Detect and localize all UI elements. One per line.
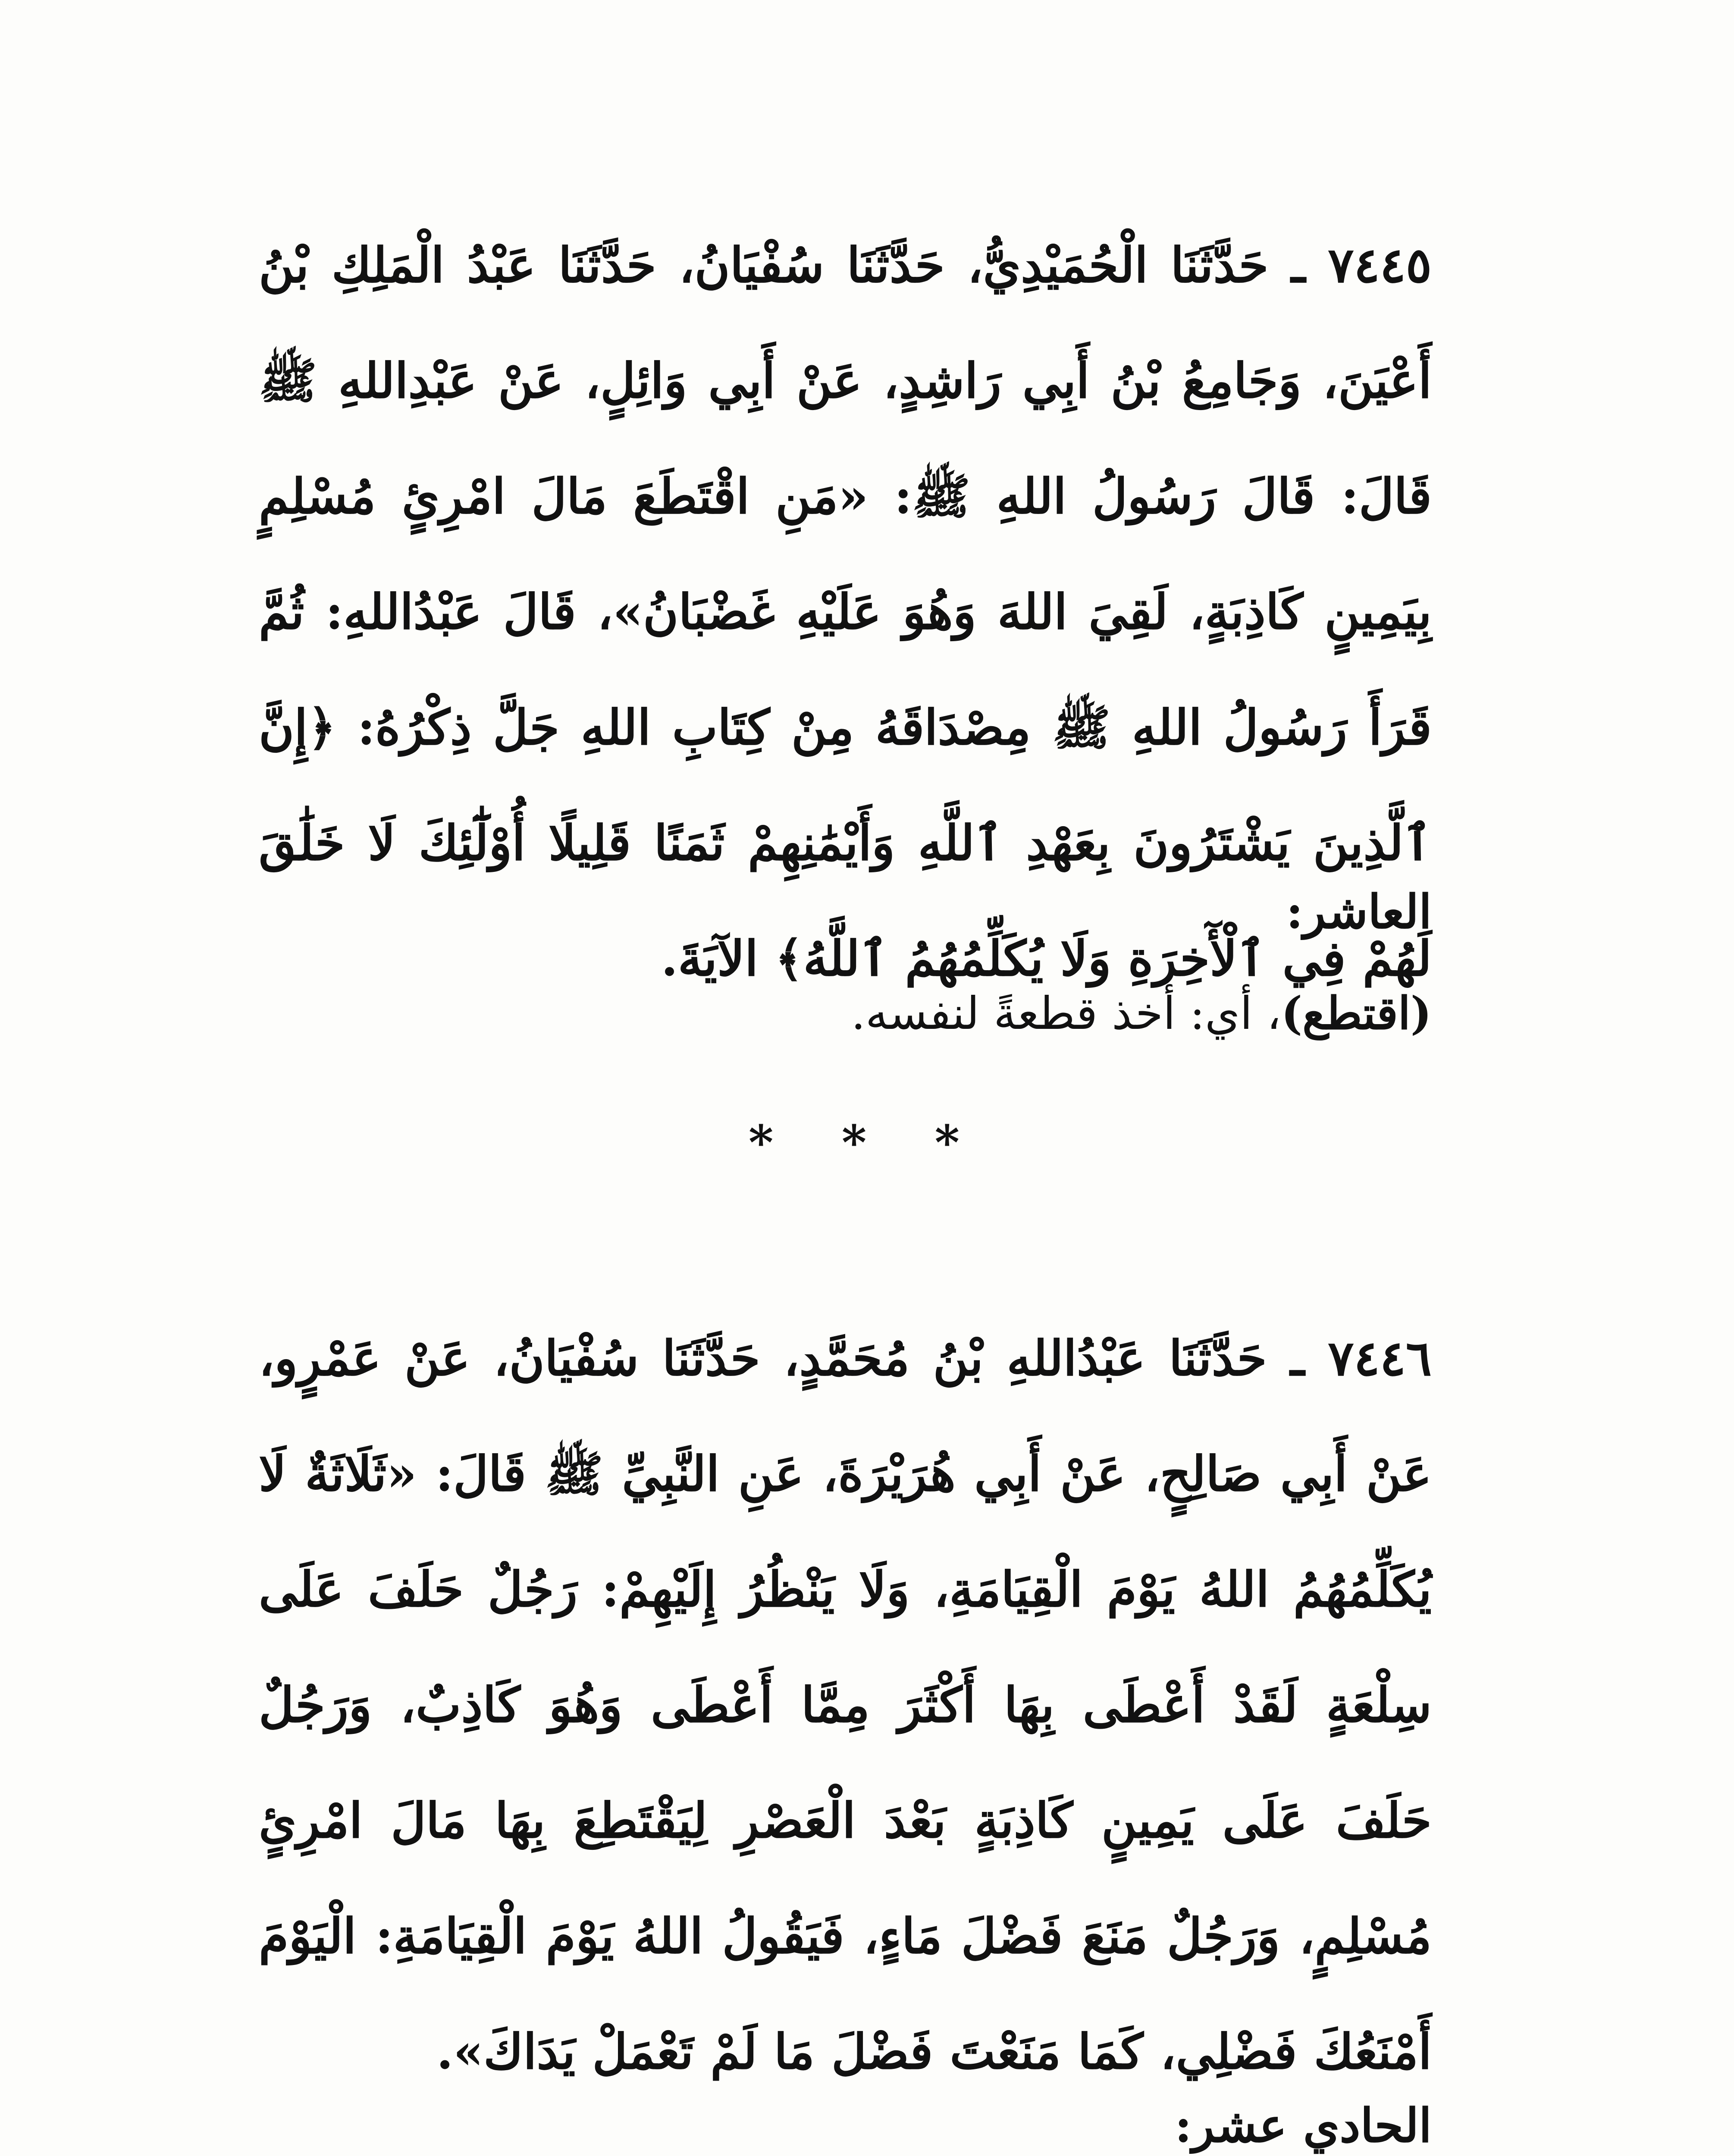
commentary-term: (اقتطع) (1281, 987, 1432, 1040)
hadith-7445-text: ٧٤٤٥ ـ حَدَّثَنَا الْحُمَيْدِيُّ، حَدَّثَنَا سُفْيَانُ، حَدَّثَنَا عَبْدُ الْمَلِكِ بْنُ أَعْيَنَ، وَجَامِعُ بْنُ أَبِي رَاشِدٍ، عَنْ أَبِي وَائِلٍ، عَنْ عَبْدِاللهِ ﷺ قَالَ: قَالَ رَسُولُ اللهِ ﷺ: «مَنِ اقْتَطَعَ مَالَ امْرِئٍ مُسْلِمٍ بِيَمِينٍ كَاذِبَةٍ، لَقِيَ اللهَ وَهُوَ عَلَيْهِ غَضْبَانُ»، قَالَ عَبْدُاللهِ: ثُمَّ قَرَأَ رَسُولُ اللهِ ﷺ مِصْدَاقَهُ مِنْ كِتَابِ اللهِ جَلَّ ذِكْرُهُ: ﴿إِنَّ ٱلَّذِينَ يَشْتَرُونَ بِعَهْدِ ٱللَّهِ وَأَيْمَٰنِهِمْ ثَمَنًا قَلِيلًا أُوْلَٰٓئِكَ لَا خَلَٰقَ لَهُمْ فِي ٱلْأٓخِرَةِ وَلَا يُكَلِّمُهُمُ ٱللَّهُ﴾ الآيَةَ. (259, 237, 1432, 987)
commentary-heading-tenth: العاشر: (1286, 885, 1432, 939)
section-separator: * * * (748, 1115, 986, 1170)
commentary-explanation: ، أي: أخذ قطعةً لنفسه. (851, 987, 1281, 1040)
commentary-heading-eleventh: الحادي عشر: (1174, 2099, 1432, 2153)
commentary-note-tenth (259, 970, 1432, 1056)
hadith-7446-text: ٧٤٤٦ ـ حَدَّثَنَا عَبْدُاللهِ بْنُ مُحَمَّدٍ، حَدَّثَنَا سُفْيَانُ، عَنْ عَمْرٍو، عَنْ أَبِي صَالِحٍ، عَنْ أَبِي هُرَيْرَةَ، عَنِ النَّبِيِّ ﷺ قَالَ: «ثَلَاثَةٌ لَا يُكَلِّمُهُمُ اللهُ يَوْمَ الْقِيَامَةِ، وَلَا يَنْظُرُ إِلَيْهِمْ: رَجُلٌ حَلَفَ عَلَى سِلْعَةٍ لَقَدْ أَعْطَى بِهَا أَكْثَرَ مِمَّا أَعْطَى وَهُوَ كَاذِبٌ، وَرَجُلٌ حَلَفَ عَلَى يَمِينٍ كَاذِبَةٍ بَعْدَ الْعَصْرِ لِيَقْتَطِعَ بِهَا مَالَ امْرِئٍ مُسْلِمٍ، وَرَجُلٌ مَنَعَ فَضْلَ مَاءٍ، فَيَقُولُ اللهُ يَوْمَ الْقِيَامَةِ: الْيَوْمَ أَمْنَعُكَ فَضْلِي، كَمَا مَنَعْتَ فَضْلَ مَا لَمْ تَعْمَلْ يَدَاكَ». (259, 1330, 1432, 2080)
